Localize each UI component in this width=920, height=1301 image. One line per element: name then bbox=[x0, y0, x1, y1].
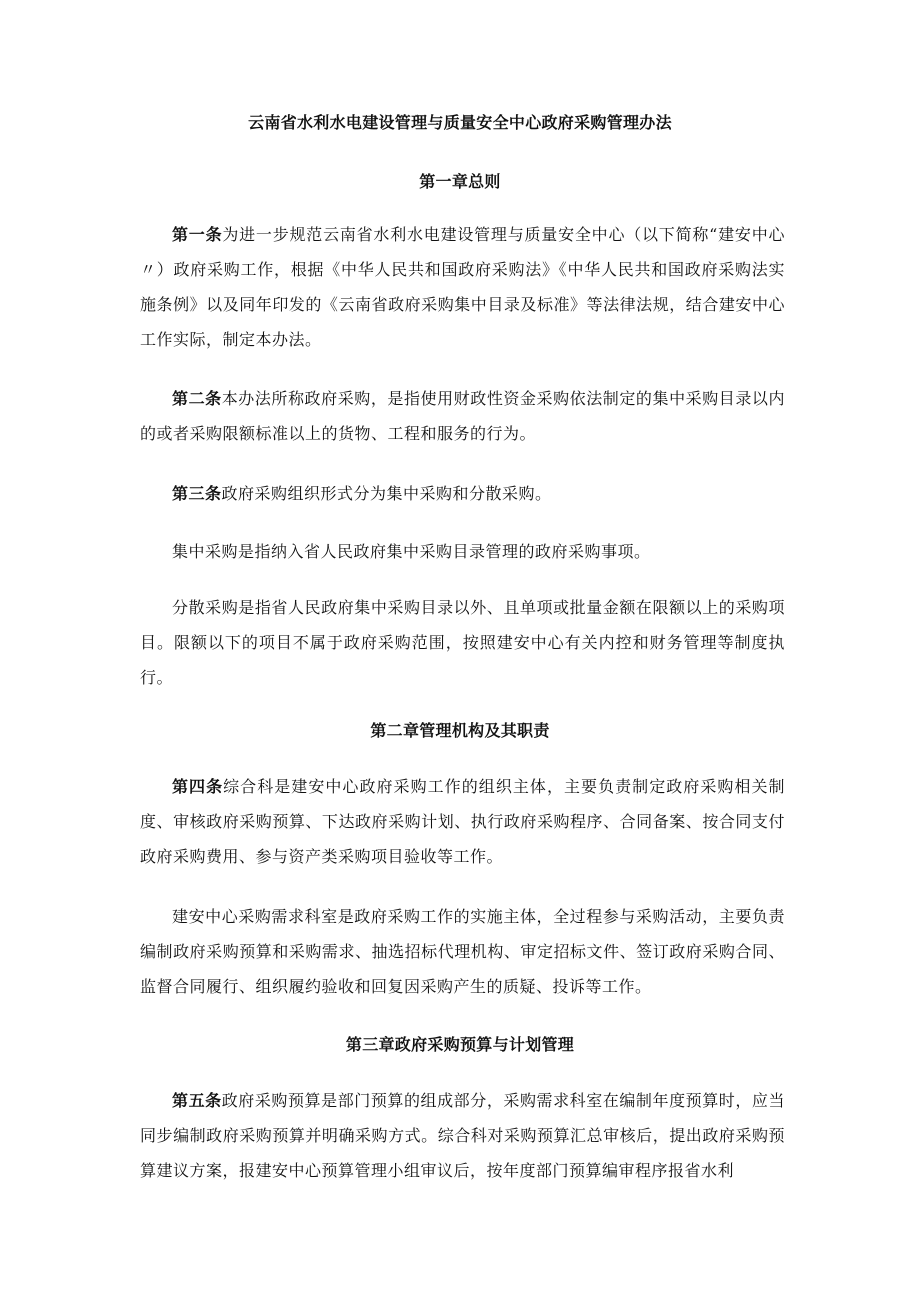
article-3-text: 政府采购组织形式分为集中采购和分散采购。 bbox=[221, 484, 552, 503]
article-2 bbox=[140, 381, 785, 451]
document-title: 云南省水利水电建设管理与质量安全中心政府采购管理办法 bbox=[248, 113, 672, 132]
article-5 bbox=[140, 1083, 785, 1188]
article-5-label: 第五条 bbox=[172, 1091, 222, 1110]
article-4 bbox=[140, 769, 785, 874]
paragraph-decentralized-procurement: 分散采购是指省人民政府集中采购目录以外、且单项或批量金额在限额以上的采购项目。限额以下的项目不属于政府采购范围，按照建安中心有关内控和财务管理等制度执行。 bbox=[140, 598, 785, 687]
paragraph-procurement-departments: 建安中心采购需求科室是政府采购工作的实施主体，全过程参与采购活动，主要负责编制政府采购预算和采购需求、抽选招标代理机构、审定招标文件、签订政府采购合同、监督合同履行、组织履约验收和回复因采购产生的质疑、投诉等工作。 bbox=[140, 907, 785, 996]
article-2-text: 本办法所称政府采购，是指使用财政性资金采购依法制定的集中采购目录以内的或者采购限额标准以上的货物、工程和服务的行为。 bbox=[140, 389, 785, 443]
article-3 bbox=[140, 476, 785, 511]
paragraph-centralized-procurement: 集中采购是指纳入省人民政府集中采购目录管理的政府采购事项。 bbox=[172, 542, 651, 561]
article-4-text: 综合科是建安中心政府采购工作的组织主体，主要负责制定政府采购相关制度、审核政府采购预算、下达政府采购计划、执行政府采购程序、合同备案、按合同支付政府采购费用、参与资产类采购项目验收等工作。 bbox=[140, 777, 785, 866]
article-1-label: 第一条 bbox=[172, 225, 223, 244]
chapter-2-heading: 第二章管理机构及其职责 bbox=[370, 721, 550, 740]
article-1 bbox=[140, 217, 785, 357]
chapter-1-heading: 第一章总则 bbox=[419, 172, 501, 191]
article-4-label: 第四条 bbox=[172, 777, 224, 796]
article-5-text: 政府采购预算是部门预算的组成部分，采购需求科室在编制年度预算时，应当同步编制政府采购预算并明确采购方式。综合科对采购预算汇总审核后，提出政府采购预算建议方案，报建安中心预算管理小组审议后，按年度部门预算编审程序报省水利 bbox=[140, 1091, 785, 1180]
article-1-text: 为进一步规范云南省水利水电建设管理与质量安全中心（以下简称“建安中心〃）政府采购工作，根据《中华人民共和国政府采购法》《中华人民共和国政府采购法实施条例》以及同年印发的《云南省政府采购集中目录及标准》等法律法规，结合建安中心工作实际，制定本办法。 bbox=[140, 225, 785, 349]
article-3-label: 第三条 bbox=[172, 484, 222, 503]
article-2-label: 第二条 bbox=[172, 389, 222, 408]
chapter-3-heading: 第三章政府采购预算与计划管理 bbox=[345, 1035, 575, 1054]
